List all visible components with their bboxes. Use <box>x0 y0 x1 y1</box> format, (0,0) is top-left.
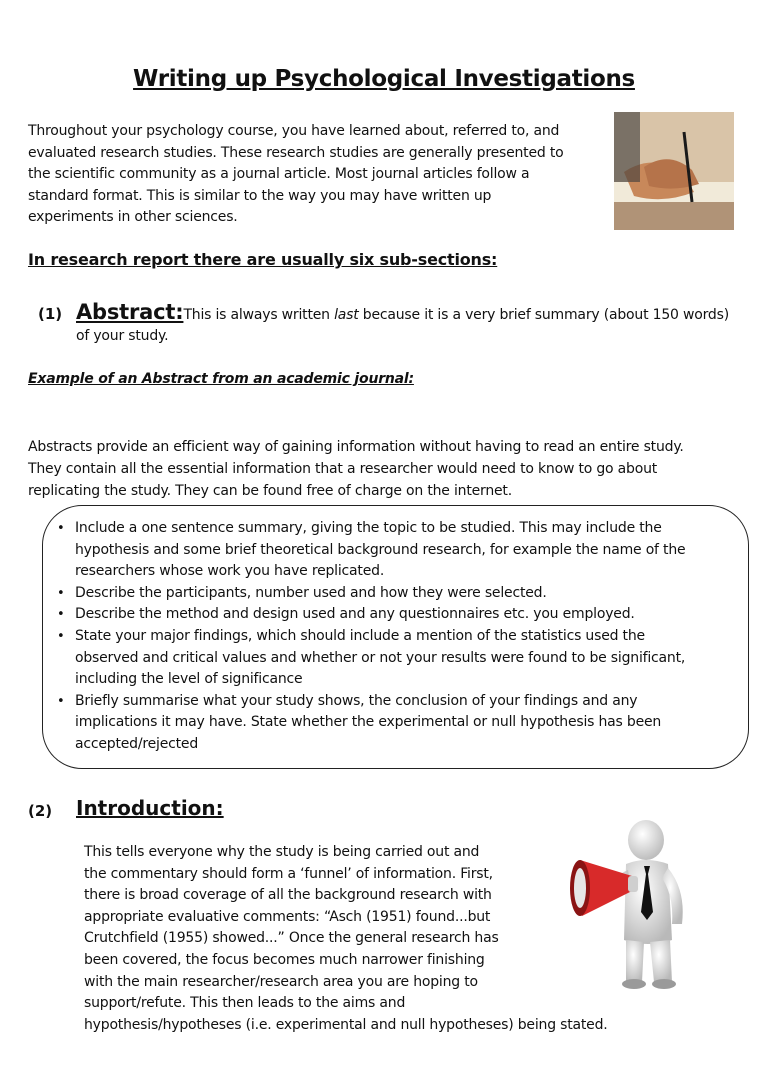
bullet-icon: • <box>57 521 65 536</box>
intro-line: Throughout your psychology course, you have learned about, referred to, and <box>28 123 560 139</box>
bullet-icon: • <box>57 693 65 709</box>
paragraph-line: Crutchfield (1955) showed...” Once the general research has <box>84 930 499 947</box>
paragraph-line: been covered, the focus becomes much narrower finishing <box>84 951 485 968</box>
bullet-line: implications it may have. State whether the experimental or null hypothesis has been <box>75 714 662 731</box>
bullet-line: accepted/rejected <box>75 735 199 752</box>
paragraph-line: there is broad coverage of all the background research with <box>84 887 492 904</box>
intro-line: experiments in other sciences. <box>28 209 238 225</box>
bullet-icon: • <box>57 607 65 623</box>
bullet-line: observed and critical values and whether or not your results were found to be significant, <box>75 649 686 666</box>
abstract-text-continued: of your study. <box>76 328 169 344</box>
paragraph-line: with the main researcher/research area you are hoping to <box>84 973 478 990</box>
megaphone-person-icon <box>560 820 700 990</box>
bullet-icon: • <box>57 585 65 601</box>
intro-paragraph <box>28 121 608 229</box>
bullet-line: State your major findings, which should include a mention of the statistics used the <box>75 627 645 644</box>
abstract-guidelines-list <box>55 518 745 756</box>
bullet-line: Briefly summarise what your study shows, the conclusion of your findings and any <box>75 692 638 709</box>
bullet-line: Describe the method and design used and any questionnaires etc. you employed. <box>75 606 635 623</box>
introduction-heading: Introduction: <box>76 796 224 820</box>
intro-line: the scientific community as a journal article. Most journal articles follow a <box>28 166 530 182</box>
list-item <box>55 583 745 605</box>
bullet-line: Include a one sentence summary, giving the topic to be studied. This may include the <box>75 520 662 536</box>
paragraph-line: They contain all the essential information that a researcher would need to know to go about <box>28 461 658 477</box>
list-item <box>55 691 745 756</box>
paragraph-line: support/refute. This then leads to the aims and <box>84 995 406 1012</box>
writing-hand-illustration <box>614 112 734 230</box>
abstract-section <box>76 300 756 324</box>
bullet-icon: • <box>57 628 65 644</box>
bullet-line: researchers whose work you have replicated. <box>75 563 385 580</box>
abstract-text-after: because it is a very brief summary (about 150 words) <box>358 307 729 323</box>
abstract-text-before: This is always written <box>183 307 335 323</box>
writing-hand-photo <box>614 112 734 230</box>
bullet-line: Describe the participants, number used and how they were selected. <box>75 584 547 601</box>
list-item <box>55 604 745 626</box>
abstract-text-italic: last <box>334 307 359 323</box>
bullet-line: hypothesis and some brief theoretical background research, for example the name of the <box>75 541 686 558</box>
abstract-heading: Abstract: <box>76 300 184 324</box>
paragraph-line: replicating the study. They can be found free of charge on the internet. <box>28 483 512 499</box>
intro-line: standard format. This is similar to the way you may have written up <box>28 187 492 204</box>
paragraph-line: the commentary should form a ‘funnel’ of information. First, <box>84 865 493 882</box>
abstract-description-paragraph <box>28 436 748 502</box>
list-item <box>55 626 745 691</box>
paragraph-line: hypothesis/hypotheses (i.e. experimental and null hypotheses) being stated. <box>84 1016 608 1033</box>
megaphone-figure-illustration <box>560 820 700 990</box>
intro-line: evaluated research studies. These research studies are generally presented to <box>28 144 564 161</box>
example-label: Example of an Abstract from an academic journal: <box>28 371 414 387</box>
bullet-line: including the level of significance <box>75 671 303 688</box>
paragraph-line: appropriate evaluative comments: “Asch (1951) found...but <box>84 908 491 925</box>
section-number-2: (2) <box>28 802 53 820</box>
subsections-heading: In research report there are usually six sub-sections: <box>28 250 498 269</box>
section-number-1: (1) <box>38 305 63 323</box>
page-title: Writing up Psychological Investigations <box>133 66 635 92</box>
paragraph-line: This tells everyone why the study is being carried out and <box>84 844 480 860</box>
paragraph-line: Abstracts provide an efficient way of gaining information without having to read an entire study. <box>28 439 684 455</box>
list-item <box>55 518 745 583</box>
